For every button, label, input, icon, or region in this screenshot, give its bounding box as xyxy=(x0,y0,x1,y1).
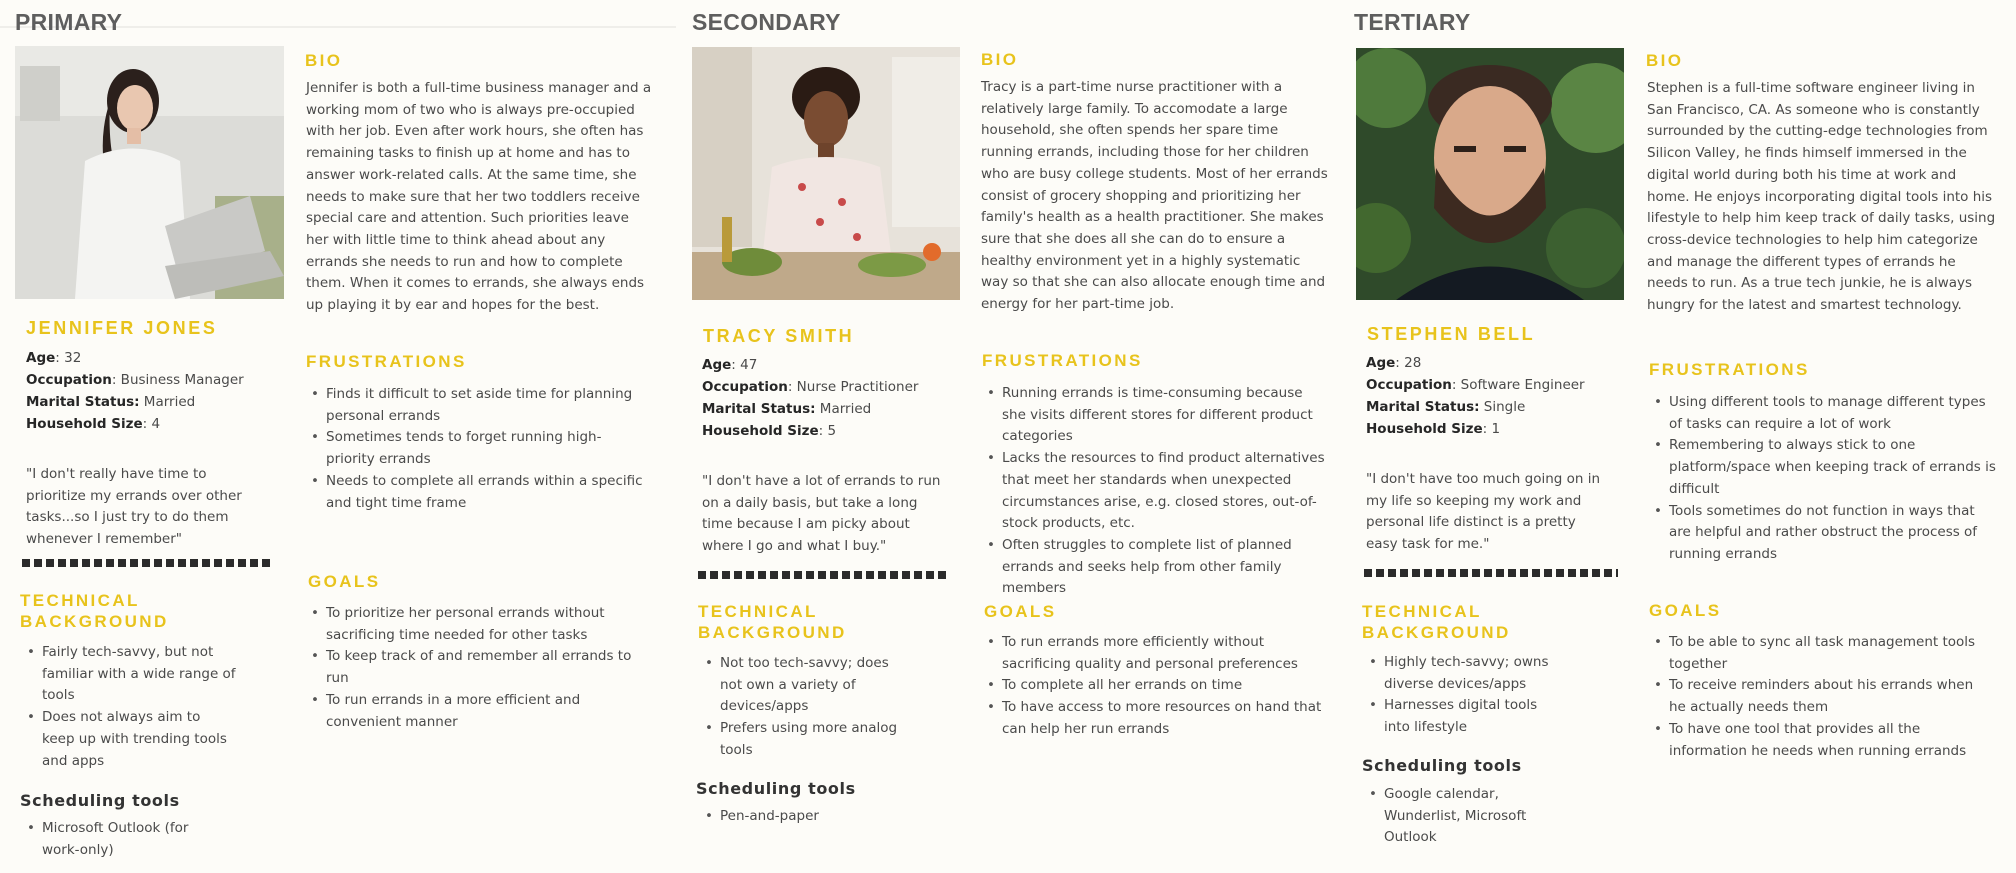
list-item: • To run errands in a more efficient and convenient manner xyxy=(306,690,656,733)
list-item: • Harnesses digital tools into lifestyle xyxy=(1364,695,1564,738)
tech-heading: TECHNICAL BACKGROUND xyxy=(1362,602,1511,642)
bio-heading: BIO xyxy=(1646,51,1684,70)
goals-list xyxy=(982,632,1327,741)
list-item: • To receive reminders about his errands when he actually needs them xyxy=(1649,675,1989,718)
list-item: • To have access to more resources on hand that can help her run errands xyxy=(982,697,1327,740)
fact-household-size: Household Size: 5 xyxy=(702,423,837,439)
scheduling-list xyxy=(1364,784,1554,849)
list-item: • Sometimes tends to forget running high-priority errands xyxy=(306,427,646,470)
scheduling-heading: Scheduling tools xyxy=(696,779,856,798)
persona-photo xyxy=(1356,48,1624,300)
persona-name: STEPHEN BELL xyxy=(1367,324,1536,344)
bearded-man-portrait-photo xyxy=(1356,48,1624,300)
dotted-divider xyxy=(1364,569,1618,577)
tech-list xyxy=(1364,652,1564,739)
fact-occupation: Occupation: Nurse Practitioner xyxy=(702,379,919,395)
persona-facts xyxy=(702,354,918,442)
fact-age: Age: 32 xyxy=(26,350,82,366)
list-item: • Prefers using more analog tools xyxy=(700,718,900,761)
goals-heading: GOALS xyxy=(1649,601,1722,620)
list-item: • Finds it difficult to set aside time for planning personal errands xyxy=(306,384,646,427)
tier-label: SECONDARY xyxy=(692,9,841,35)
list-item: • To have one tool that provides all the information he needs when running errands xyxy=(1649,719,1989,762)
dotted-divider xyxy=(22,559,272,567)
list-item: • To complete all her errands on time xyxy=(982,675,1327,697)
list-item: • Using different tools to manage different types of tasks can require a lot of work xyxy=(1649,392,1999,435)
list-item: • Pen-and-paper xyxy=(700,806,900,828)
frustrations-heading: FRUSTRATIONS xyxy=(306,352,467,371)
persona-tertiary xyxy=(1352,0,2016,873)
goals-heading: GOALS xyxy=(984,602,1057,621)
goals-list xyxy=(1649,632,1989,762)
bio-heading: BIO xyxy=(981,50,1019,69)
list-item: • Highly tech-savvy; owns diverse devices/apps xyxy=(1364,652,1564,695)
list-item: • Google calendar, Wunderlist, Microsoft Outlook xyxy=(1364,784,1554,849)
persona-primary xyxy=(0,0,676,873)
woman-at-laptop-photo xyxy=(15,46,284,299)
list-item: • Microsoft Outlook (for work-only) xyxy=(22,818,222,861)
fact-age: Age: 47 xyxy=(702,357,758,373)
list-item: • Not too tech-savvy; does not own a variety of devices/apps xyxy=(700,653,900,718)
fact-marital-status: Marital Status: Married xyxy=(702,401,872,417)
persona-facts xyxy=(1366,352,1585,440)
list-item: • Does not always aim to keep up with trending tools and apps xyxy=(22,707,237,772)
fact-occupation: Occupation: Software Engineer xyxy=(1366,377,1585,393)
scheduling-list xyxy=(22,818,222,861)
persona-facts xyxy=(26,347,244,435)
persona-quote: "I don't really have time to prioritize my errands over other tasks...so I just try to do them whenever I remember" xyxy=(26,466,242,548)
scheduling-heading: Scheduling tools xyxy=(20,791,180,810)
persona-secondary xyxy=(676,0,1352,873)
frustrations-heading: FRUSTRATIONS xyxy=(1649,360,1810,379)
list-item: • To prioritize her personal errands without sacrificing time needed for other tasks xyxy=(306,603,656,646)
scheduling-heading: Scheduling tools xyxy=(1362,756,1522,775)
tech-list xyxy=(700,653,900,762)
fact-age: Age: 28 xyxy=(1366,355,1422,371)
fact-household-size: Household Size: 1 xyxy=(1366,421,1501,437)
fact-household-size: Household Size: 4 xyxy=(26,416,161,432)
list-item: • To run errands more efficiently without sacrificing quality and personal preferences xyxy=(982,632,1327,675)
tech-heading: TECHNICAL BACKGROUND xyxy=(698,602,847,642)
tech-heading: TECHNICAL BACKGROUND xyxy=(20,591,169,631)
frustrations-list xyxy=(982,383,1327,600)
persona-photo xyxy=(692,47,960,300)
list-item: • Fairly tech-savvy, but not familiar with a wide range of tools xyxy=(22,642,237,707)
goals-heading: GOALS xyxy=(308,572,381,591)
goals-list xyxy=(306,603,656,733)
tech-list xyxy=(22,642,237,772)
fact-occupation: Occupation: Business Manager xyxy=(26,372,244,388)
fact-marital-status: Marital Status: Married xyxy=(26,394,196,410)
bio-text: Tracy is a part-time nurse practitioner with a relatively large family. To accomodate a large household, she often spends her spare time running errands, including those for her children who are busy college students. Most of her errands consist of grocery shopping and prioritizing her family's health as a health practitioner. She makes sure that she does all she can do to ensure a healthy environment yet in a highly systematic way so that she can also allocate enough time and energy for her part-time job. xyxy=(981,79,1328,313)
frustrations-heading: FRUSTRATIONS xyxy=(982,351,1143,370)
list-item: • To be able to sync all task management tools together xyxy=(1649,632,1989,675)
list-item: • Needs to complete all errands within a specific and tight time frame xyxy=(306,471,646,514)
woman-cooking-photo xyxy=(692,47,960,300)
list-item: • Remembering to always stick to one platform/space when keeping track of errands is difficult xyxy=(1649,435,1999,500)
persona-name: JENNIFER JONES xyxy=(26,318,218,338)
persona-photo xyxy=(15,46,284,299)
bio-text: Jennifer is both a full-time business manager and a working mom of two who is always pre-occupied with her job. Even after work hours, she often has remaining tasks to finish up at home and has to answer work-related calls. At the same time, she needs to make sure that her two toddlers receive special care and attention. Such priorities leave her with little time to think ahead about any errands she needs to run and how to complete them. When it comes to errands, she always ends up playing it by ear and hopes for the best. xyxy=(306,80,652,314)
tier-label: TERTIARY xyxy=(1354,9,1471,35)
list-item: • To keep track of and remember all errands to run xyxy=(306,646,656,689)
scheduling-list xyxy=(700,806,900,828)
dotted-divider xyxy=(698,571,948,579)
persona-quote: "I don't have a lot of errands to run on a daily basis, but take a long time because I am picky about where I go and what I buy." xyxy=(702,473,941,555)
list-item: • Tools sometimes do not function in ways that are helpful and rather obstruct the process of running errands xyxy=(1649,501,1999,566)
list-item: • Often struggles to complete list of planned errands and seeks help from other family members xyxy=(982,535,1327,600)
bio-heading: BIO xyxy=(305,51,343,70)
frustrations-list xyxy=(306,384,646,514)
list-item: • Running errands is time-consuming because she visits different stores for different product categories xyxy=(982,383,1327,448)
tier-label: PRIMARY xyxy=(15,9,123,35)
bio-text: Stephen is a full-time software engineer living in San Francisco, CA. As someone who is constantly surrounded by the cutting-edge technologies from Silicon Valley, he finds himself immersed in the digital world during both his time at work and home. He enjoys incorporating digital tools into his lifestyle to help him keep track of daily tasks, using cross-device technologies to help him categorize and manage the different types of errands he needs to run. As a true tech junkie, he is always hungry for the latest and smartest technology. xyxy=(1647,80,1996,314)
persona-quote: "I don't have too much going on in my life so keeping my work and personal life distinct is a pretty easy task for me." xyxy=(1366,471,1601,553)
fact-marital-status: Marital Status: Single xyxy=(1366,399,1526,415)
frustrations-list xyxy=(1649,392,1999,566)
persona-name: TRACY SMITH xyxy=(703,326,855,346)
list-item: • Lacks the resources to find product alternatives that meet her standards when unexpected circumstances arise, e.g. closed stores, out-of-stock products, etc. xyxy=(982,448,1327,535)
